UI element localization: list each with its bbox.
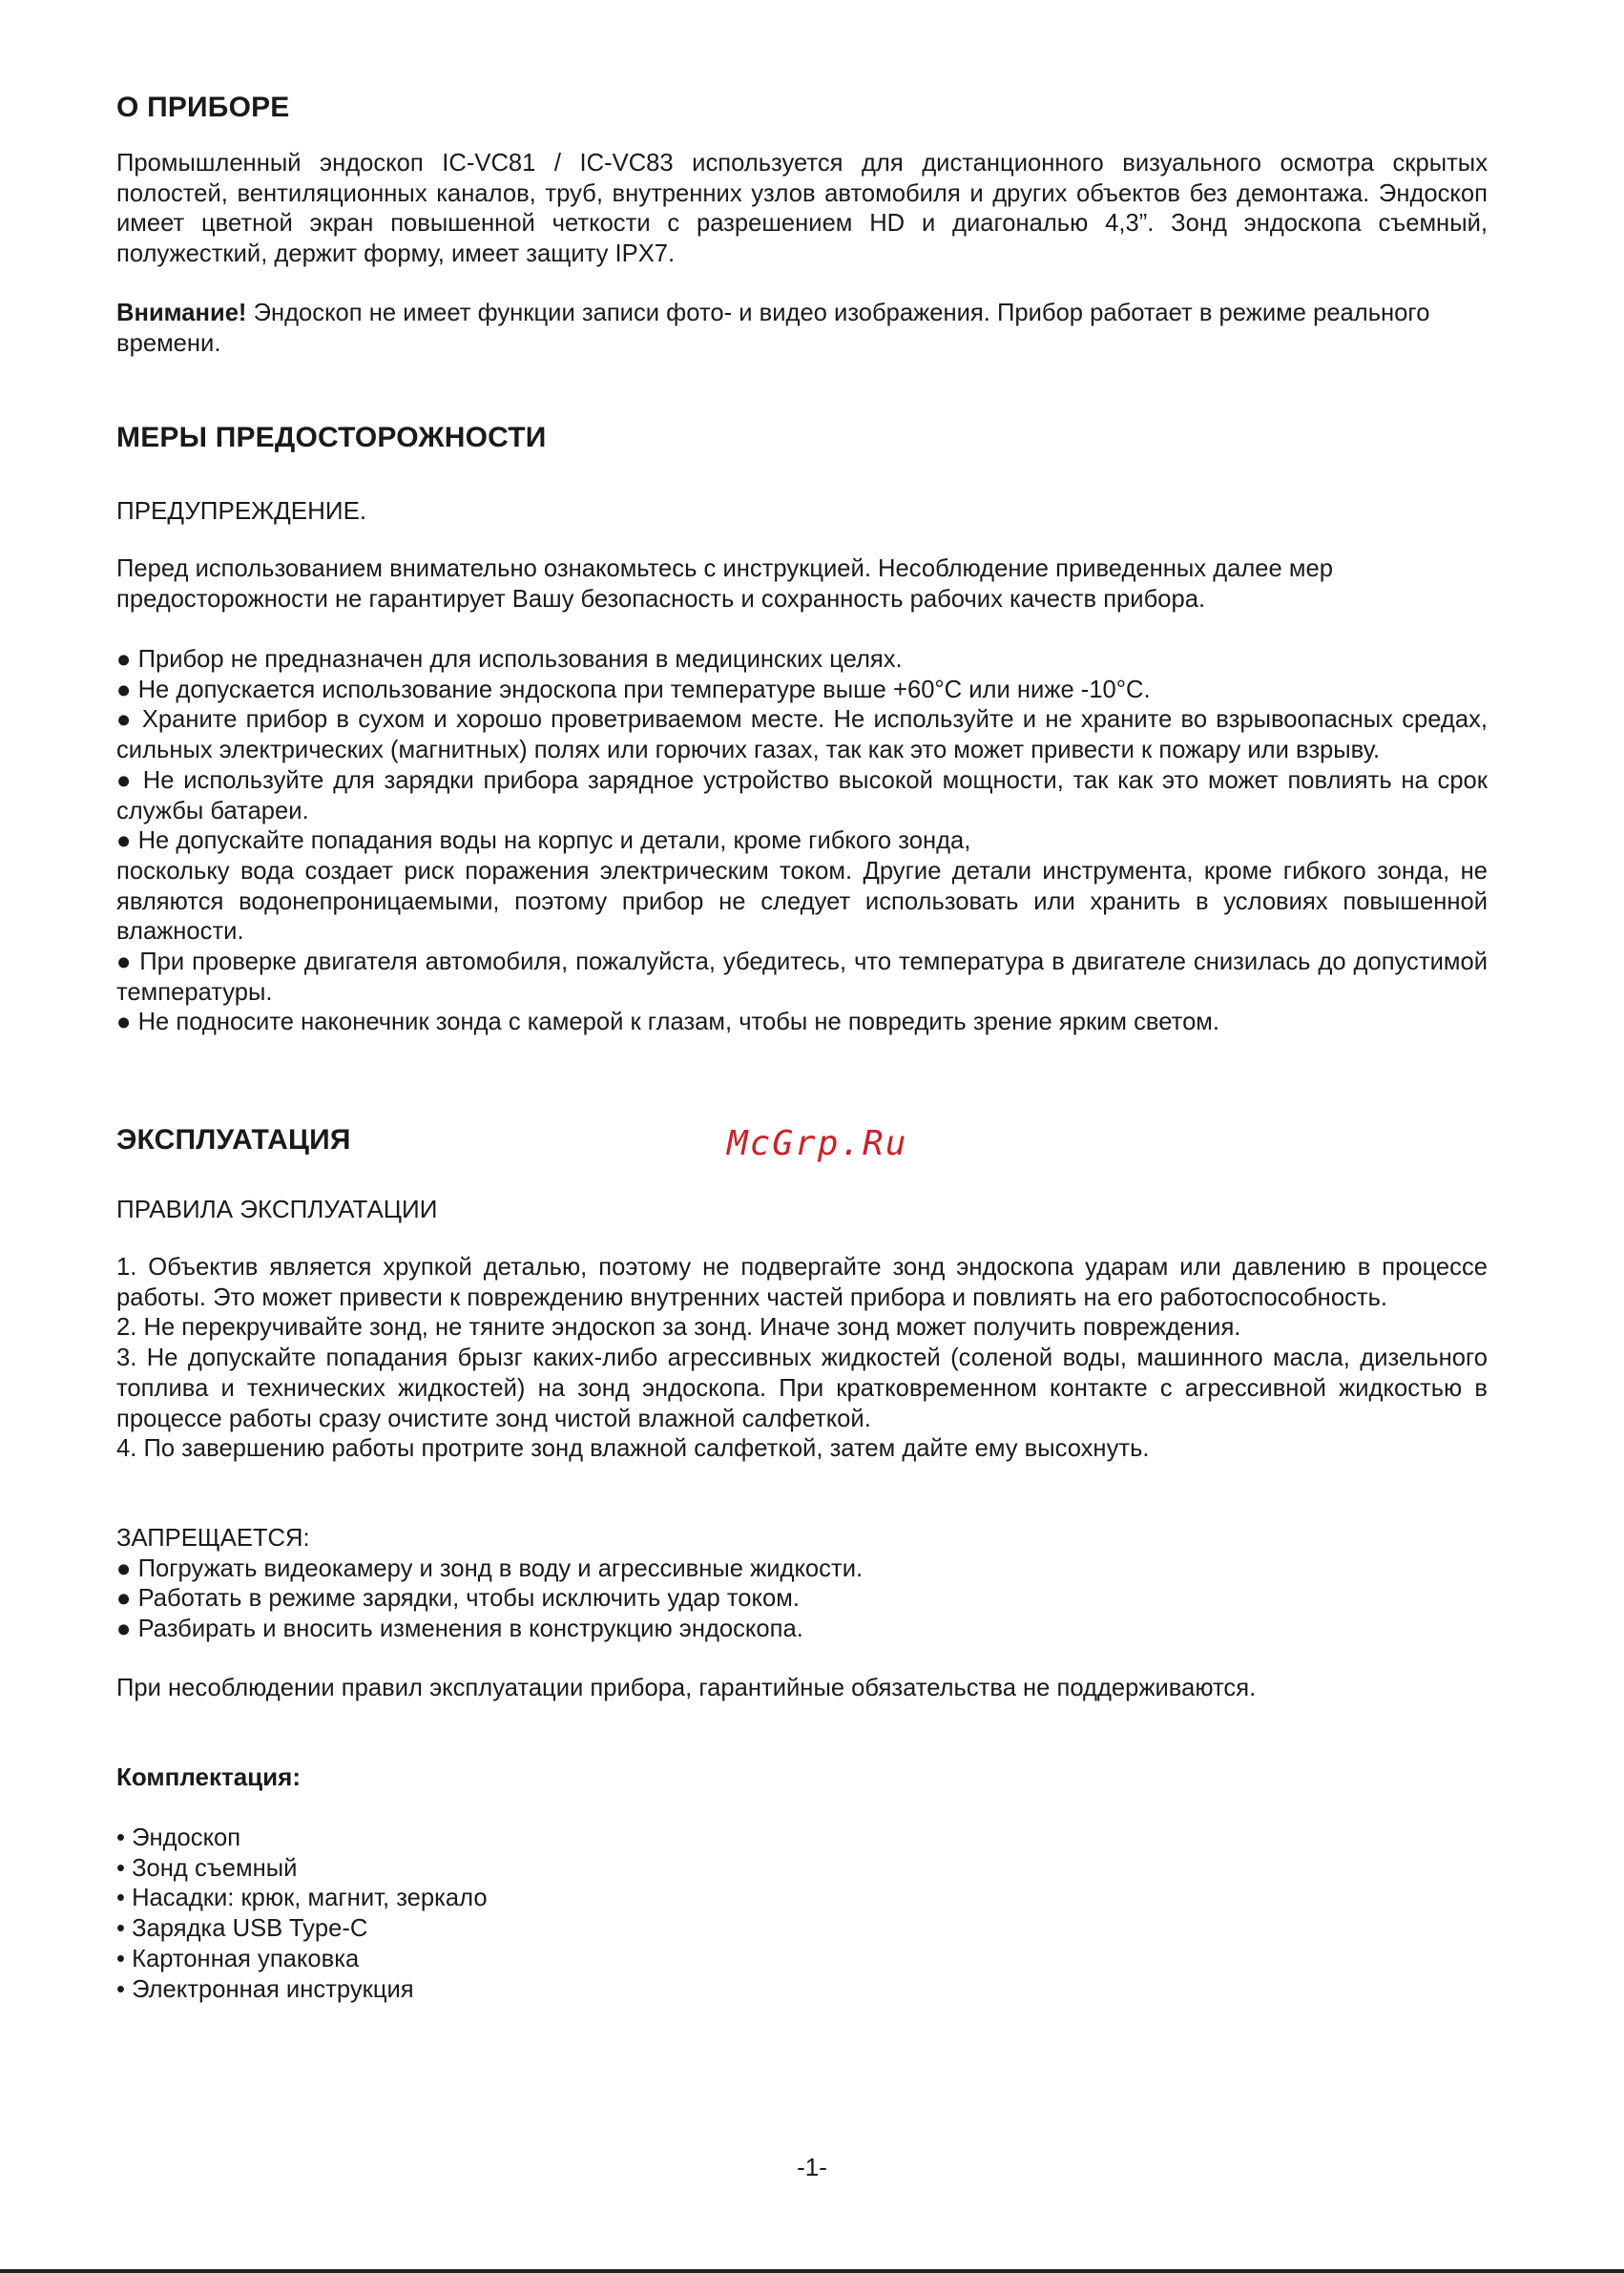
precaution-item: ● Не допускайте попадания воды на корпус и детали, кроме гибкого зонда, [116, 827, 971, 855]
kit-item: • Зарядка USB Type-C [116, 1915, 368, 1943]
section-title-about: О ПРИБОРЕ [116, 92, 290, 123]
operation-rules-list [116, 1253, 1488, 1465]
kit-item: • Электронная инструкция [116, 1975, 414, 2003]
precautions-intro: Перед использованием внимательно ознакомьтесь с инструкцией. Несоблюдение приведенных далее мер предосторожности не гарантирует Вашу безопасность и сохранность рабочих качеств прибора. [116, 555, 1333, 613]
bottom-edge-divider [0, 2269, 1624, 2273]
kit-title: Комплектация: [116, 1762, 301, 1791]
kit-list [116, 1824, 1488, 2005]
page-number: -1- [797, 2153, 827, 2181]
precautions-subtitle: ПРЕДУПРЕЖДЕНИЕ. [116, 496, 367, 525]
forbidden-item: ● Работать в режиме зарядки, чтобы исключить удар током. [116, 1585, 800, 1613]
kit-item: • Картонная упаковка [116, 1945, 360, 1972]
section-title-operation: ЭКСПЛУАТАЦИЯ [116, 1124, 351, 1156]
precaution-item: ● Не подносите наконечник зонда с камерой к глазам, чтобы не повредить зрение ярким светом. [116, 1009, 1220, 1036]
precaution-item: ● Не используйте для зарядки прибора зарядное устройство высокой мощности, так как это может повлиять на срок службы батареи. [116, 766, 1488, 824]
operation-subtitle: ПРАВИЛА ЭКСПЛУАТАЦИИ [116, 1195, 438, 1223]
kit-item: • Зонд съемный [116, 1854, 298, 1882]
operation-rule: 2. Не перекручивайте зонд, не тяните эндоскоп за зонд. Иначе зонд может получить повреждения. [116, 1314, 1241, 1342]
precaution-item: ● Не допускается использование эндоскопа при температуре выше +60°С или ниже -10°С. [116, 676, 1151, 703]
precautions-intro-block [116, 554, 1488, 615]
precaution-item: ● Храните прибор в сухом и хорошо проветриваемом месте. Не используйте и не храните во взрывоопасных средах, сильных электрических (магнитных) полях или горючих газах, так как это может привести к пожару или взрыву. [116, 706, 1488, 764]
operation-rule: 1. Объектив является хрупкой деталью, поэтому не подвергайте зонд эндоскопа ударам или давлению в процессе работы. Это может привести к повреждению внутренних частей прибора и повлиять на его работоспособность. [116, 1254, 1488, 1311]
operation-rule: 4. По завершению работы протрите зонд влажной салфеткой, затем дайте ему высохнуть. [116, 1435, 1150, 1463]
forbidden-title: ЗАПРЕЩАЕТСЯ: [116, 1525, 310, 1552]
about-paragraph-block [116, 149, 1488, 270]
operation-rule: 3. Не допускайте попадания брызг каких-либо агрессивных жидкостей (соленой воды, машинного масла, дизельного топлива и технических жидкостей) на зонд эндоскопа. При кратковременном контакте с агрессивной жидкостью в процессе работы сразу очистите зонд чистой влажной салфеткой. [116, 1345, 1488, 1432]
kit-item: • Эндоскоп [116, 1825, 241, 1851]
precaution-item: ● При проверке двигателя автомобиля, пожалуйста, убедитесь, что температура в двигателе снизилась до допустимой температуры. [116, 949, 1488, 1006]
section-title-precautions: МЕРЫ ПРЕДОСТОРОЖНОСТИ [116, 422, 547, 453]
warranty-note-block [116, 1674, 1488, 1704]
warning-label: Внимание! [116, 300, 247, 326]
warning-text: Эндоскоп не имеет функции записи фото- и видео изображения. Прибор работает в режиме реального времени. [116, 300, 1430, 357]
warranty-note: При несоблюдении правил эксплуатации прибора, гарантийные обязательства не поддерживаются. [116, 1675, 1257, 1701]
forbidden-item: ● Разбирать и вносить изменения в конструкцию эндоскопа. [116, 1616, 803, 1643]
forbidden-item: ● Погружать видеокамеру и зонд в воду и агрессивные жидкости. [116, 1554, 864, 1582]
precaution-item: ● Прибор не предназначен для использования в медицинских целях. [116, 646, 903, 673]
watermark-text: McGrp.Ru [727, 1124, 908, 1163]
forbidden-block [116, 1524, 1488, 1645]
about-paragraph: Промышленный эндоскоп IC-VC81 / IC-VC83 используется для дистанционного визуального осмотра скрытых полостей, вентиляционных каналов, труб, внутренних узлов автомобиля и других объектов без демонтажа. Эндоскоп имеет цветной экран повышенной четкости с разрешением HD и диагональю 4,3”. Зонд эндоскопа съемный, полужесткий, держит форму, имеет защиту IPX7. [116, 150, 1488, 268]
about-warning [116, 299, 1488, 359]
about-warning-block [116, 299, 1488, 359]
kit-item: • Насадки: крюк, магнит, зеркало [116, 1885, 488, 1912]
precaution-item: поскольку вода создает риск поражения электрическим током. Другие детали инструмента, кроме гибкого зонда, не являются водонепроницаемыми, поэтому прибор не следует использовать или хранить в условиях повышенной влажности. [116, 857, 1488, 946]
precautions-list [116, 645, 1488, 1038]
